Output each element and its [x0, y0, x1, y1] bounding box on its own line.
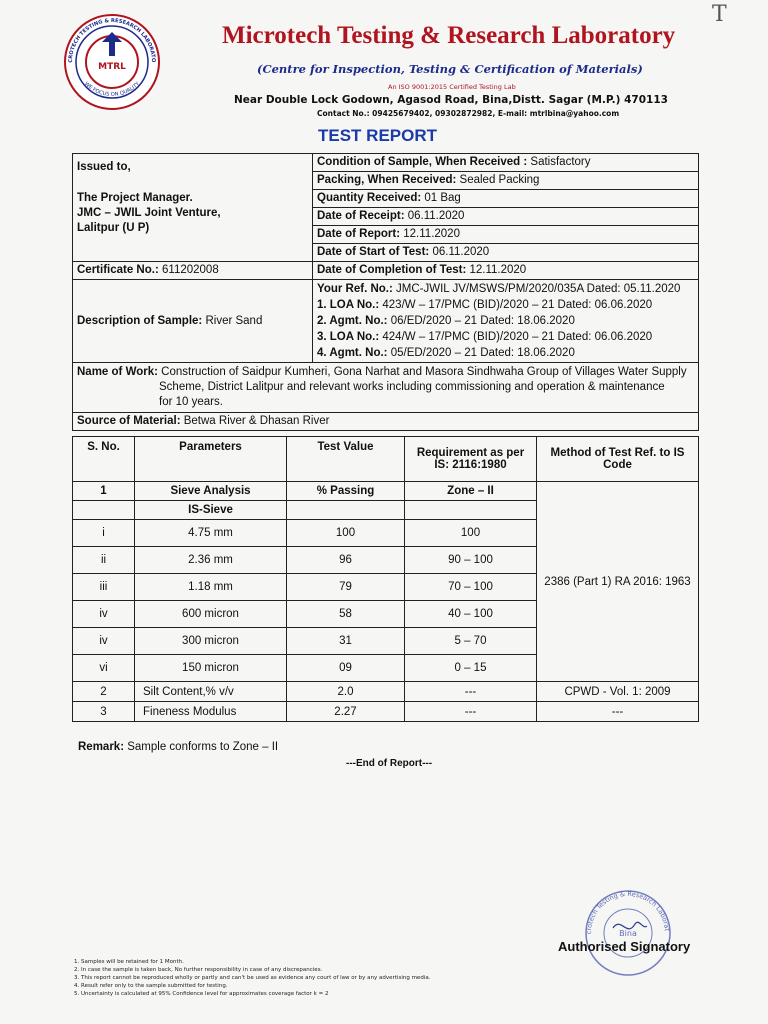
quantity-cell [313, 190, 699, 208]
start-date-value: 06.11.2020 [432, 246, 490, 258]
report-title: TEST REPORT [318, 126, 438, 145]
logo-ring-top: CROTECH TESTING & RESEARCH LABORATO [67, 17, 157, 63]
addressee-line-1: The Project Manager. [77, 192, 193, 204]
name-of-work-line-1: Construction of Saidpur Kumheri, Gona Narhat and Masora Sindhwaha Group of Villages Water Supply [161, 366, 687, 378]
source-label: Source of Material: [77, 415, 181, 427]
row-param: Silt Content,% v/v [135, 682, 287, 702]
report-date-value: 12.11.2020 [403, 228, 460, 240]
row-value: 58 [287, 601, 405, 628]
source-value: Betwa River & Dhasan River [183, 415, 330, 427]
table-row [73, 702, 699, 722]
authorised-signatory: Authorised Signatory [558, 939, 691, 954]
name-of-work-line-2: Scheme, District Lalitpur and relevant works including commissioning and operation & maintenance [159, 381, 665, 393]
empty-cell [73, 501, 135, 520]
sieve-param: Sieve Analysis [135, 482, 287, 501]
row-req: 100 [405, 520, 537, 547]
source-cell [73, 413, 699, 431]
footnote: 4. Result refer only to the sample submitted for testing. [74, 983, 228, 989]
lab-stamp [583, 888, 673, 978]
row-sno: iv [73, 628, 135, 655]
row-sno: 3 [73, 702, 135, 722]
references-cell [313, 280, 699, 363]
row-req: 5 – 70 [405, 628, 537, 655]
reference-value: JMC-JWIL JV/MSWS/PM/2020/035A Dated: 05.11.2020 [396, 283, 681, 295]
header-sno: S. No. [73, 437, 135, 482]
row-param: 600 micron [135, 601, 287, 628]
completion-date-cell [313, 262, 699, 280]
empty-cell [287, 501, 405, 520]
description-value: River Sand [205, 314, 263, 327]
row-req: 0 – 15 [405, 655, 537, 682]
description-cell [73, 280, 313, 363]
footnote: 5. Uncertainty is calculated at 95% Confidence level for approximates coverage factor k = 2 [74, 991, 329, 997]
row-param: 4.75 mm [135, 520, 287, 547]
row-value: 2.0 [287, 682, 405, 702]
header-requirement-line-2: IS: 2116:1980 [434, 459, 507, 471]
footnote: 2. In case the sample is taken back, No further responsibility in case of any discrepancies. [74, 967, 323, 973]
margin-handwriting: T [712, 2, 727, 27]
row-param: 150 micron [135, 655, 287, 682]
row-sno: vi [73, 655, 135, 682]
row-value: 09 [287, 655, 405, 682]
sieve-value-header: % Passing [287, 482, 405, 501]
condition-cell [313, 154, 699, 172]
row-req: 90 – 100 [405, 547, 537, 574]
lab-name: Microtech Testing & Research Laboratory [222, 22, 676, 49]
reference-value: 423/W – 17/PMC (BID)/2020 – 21 Dated: 06.06.2020 [382, 299, 653, 311]
reference-line [317, 345, 694, 361]
sieve-sno: 1 [73, 482, 135, 501]
row-sno: ii [73, 547, 135, 574]
addressee-line-2: JMC – JWIL Joint Venture, [77, 207, 221, 219]
header-requirement [405, 437, 537, 482]
remark-value: Sample conforms to Zone – II [127, 741, 279, 753]
row-method: CPWD - Vol. 1: 2009 [537, 682, 699, 702]
row-sno: iv [73, 601, 135, 628]
completion-date-label: Date of Completion of Test: [317, 264, 467, 276]
row-sno: iii [73, 574, 135, 601]
row-value: 100 [287, 520, 405, 547]
receipt-value: 06.11.2020 [407, 210, 465, 222]
description-label: Description of Sample: [77, 314, 203, 327]
report-date-cell [313, 226, 699, 244]
reference-line [317, 297, 694, 313]
lab-logo [62, 12, 162, 112]
start-date-cell [313, 244, 699, 262]
packing-label: Packing, When Received: [317, 174, 457, 186]
receipt-cell [313, 208, 699, 226]
row-req: 40 – 100 [405, 601, 537, 628]
row-param: 300 micron [135, 628, 287, 655]
row-value: 96 [287, 547, 405, 574]
quantity-label: Quantity Received: [317, 192, 422, 204]
issued-to-label: Issued to, [77, 161, 131, 173]
iso-certification: An ISO 9001:2015 Certified Testing Lab [388, 83, 516, 91]
header-requirement-line-1: Requirement as per [416, 447, 525, 459]
reference-value: 06/ED/2020 – 21 Dated: 18.06.2020 [390, 315, 575, 327]
stamp-ring-text: crotech Testing & Research Laborat [584, 889, 671, 935]
reference-line [317, 313, 694, 329]
header-test-value: Test Value [287, 437, 405, 482]
stamp-center-text: Bina [619, 929, 637, 938]
reference-line [317, 281, 694, 297]
start-date-label: Date of Start of Test: [317, 246, 430, 258]
footnote: 3. This report cannot be reproduced wholly or partly and can't be used as evidence any court of law or by any advertising media. [74, 975, 431, 981]
footnotes [74, 958, 430, 998]
reference-label: 2. Agmt. No.: [317, 315, 388, 327]
packing-cell [313, 172, 699, 190]
reference-value: 05/ED/2020 – 21 Dated: 18.06.2020 [390, 347, 575, 359]
name-of-work-line-3: for 10 years. [159, 396, 223, 408]
header-method: Method of Test Ref. to IS Code [537, 437, 699, 482]
row-req: 70 – 100 [405, 574, 537, 601]
row-value: 31 [287, 628, 405, 655]
lab-contact: Contact No.: 09425679402, 09302872982, E-mail: mtrlbina@yahoo.com [317, 109, 620, 118]
sieve-method: 2386 (Part 1) RA 2016: 1963 [537, 482, 699, 682]
remark-label: Remark: [78, 741, 125, 753]
footnote: 1. Samples will be retained for 1 Month. [74, 959, 184, 965]
certificate-cell [73, 262, 313, 280]
row-value: 79 [287, 574, 405, 601]
reference-label: 3. LOA No.: [317, 331, 380, 343]
reference-value: 424/W – 17/PMC (BID)/2020 – 21 Dated: 06.06.2020 [382, 331, 653, 343]
logo-ring-bottom: WE FOCUS ON QUALITY [83, 81, 141, 98]
row-value: 2.27 [287, 702, 405, 722]
row-method: --- [537, 702, 699, 722]
sieve-zone: Zone – II [405, 482, 537, 501]
issued-to-cell [73, 154, 313, 262]
reference-label: 4. Agmt. No.: [317, 347, 388, 359]
lab-tagline: (Centre for Inspection, Testing & Certification of Materials) [257, 62, 643, 76]
svg-text:Microtech Testing & Research L [583, 888, 671, 934]
quantity-value: 01 Bag [424, 192, 461, 204]
condition-label: Condition of Sample, When Received : [317, 156, 528, 168]
logo-abbr: MTRL [98, 62, 126, 72]
receipt-label: Date of Receipt: [317, 210, 405, 222]
row-sno: i [73, 520, 135, 547]
row-req: --- [405, 682, 537, 702]
packing-value: Sealed Packing [459, 174, 540, 186]
row-sno: 2 [73, 682, 135, 702]
addressee-line-3: Lalitpur (U P) [77, 222, 150, 234]
row-param: 2.36 mm [135, 547, 287, 574]
row-param: 1.18 mm [135, 574, 287, 601]
completion-date-value: 12.11.2020 [469, 264, 527, 276]
name-of-work-label: Name of Work: [77, 366, 158, 378]
sieve-subheader: IS-Sieve [135, 501, 287, 520]
reference-label: Your Ref. No.: [317, 283, 393, 295]
certificate-label: Certificate No.: [77, 264, 159, 276]
row-param: Fineness Modulus [135, 702, 287, 722]
table-row [73, 682, 699, 702]
sample-info-table [72, 153, 699, 431]
end-of-report: ---End of Report--- [346, 758, 433, 769]
remark [78, 741, 278, 753]
reference-label: 1. LOA No.: [317, 299, 380, 311]
lab-address: Near Double Lock Godown, Agasod Road, Bina,Distt. Sagar (M.P.) 470113 [234, 94, 668, 106]
reference-line [317, 329, 694, 345]
test-results-table [72, 436, 699, 722]
certificate-value: 611202008 [162, 264, 219, 276]
row-req: --- [405, 702, 537, 722]
header-parameters: Parameters [135, 437, 287, 482]
condition-value: Satisfactory [530, 156, 591, 168]
name-of-work-cell [73, 363, 699, 413]
report-date-label: Date of Report: [317, 228, 401, 240]
empty-cell [405, 501, 537, 520]
